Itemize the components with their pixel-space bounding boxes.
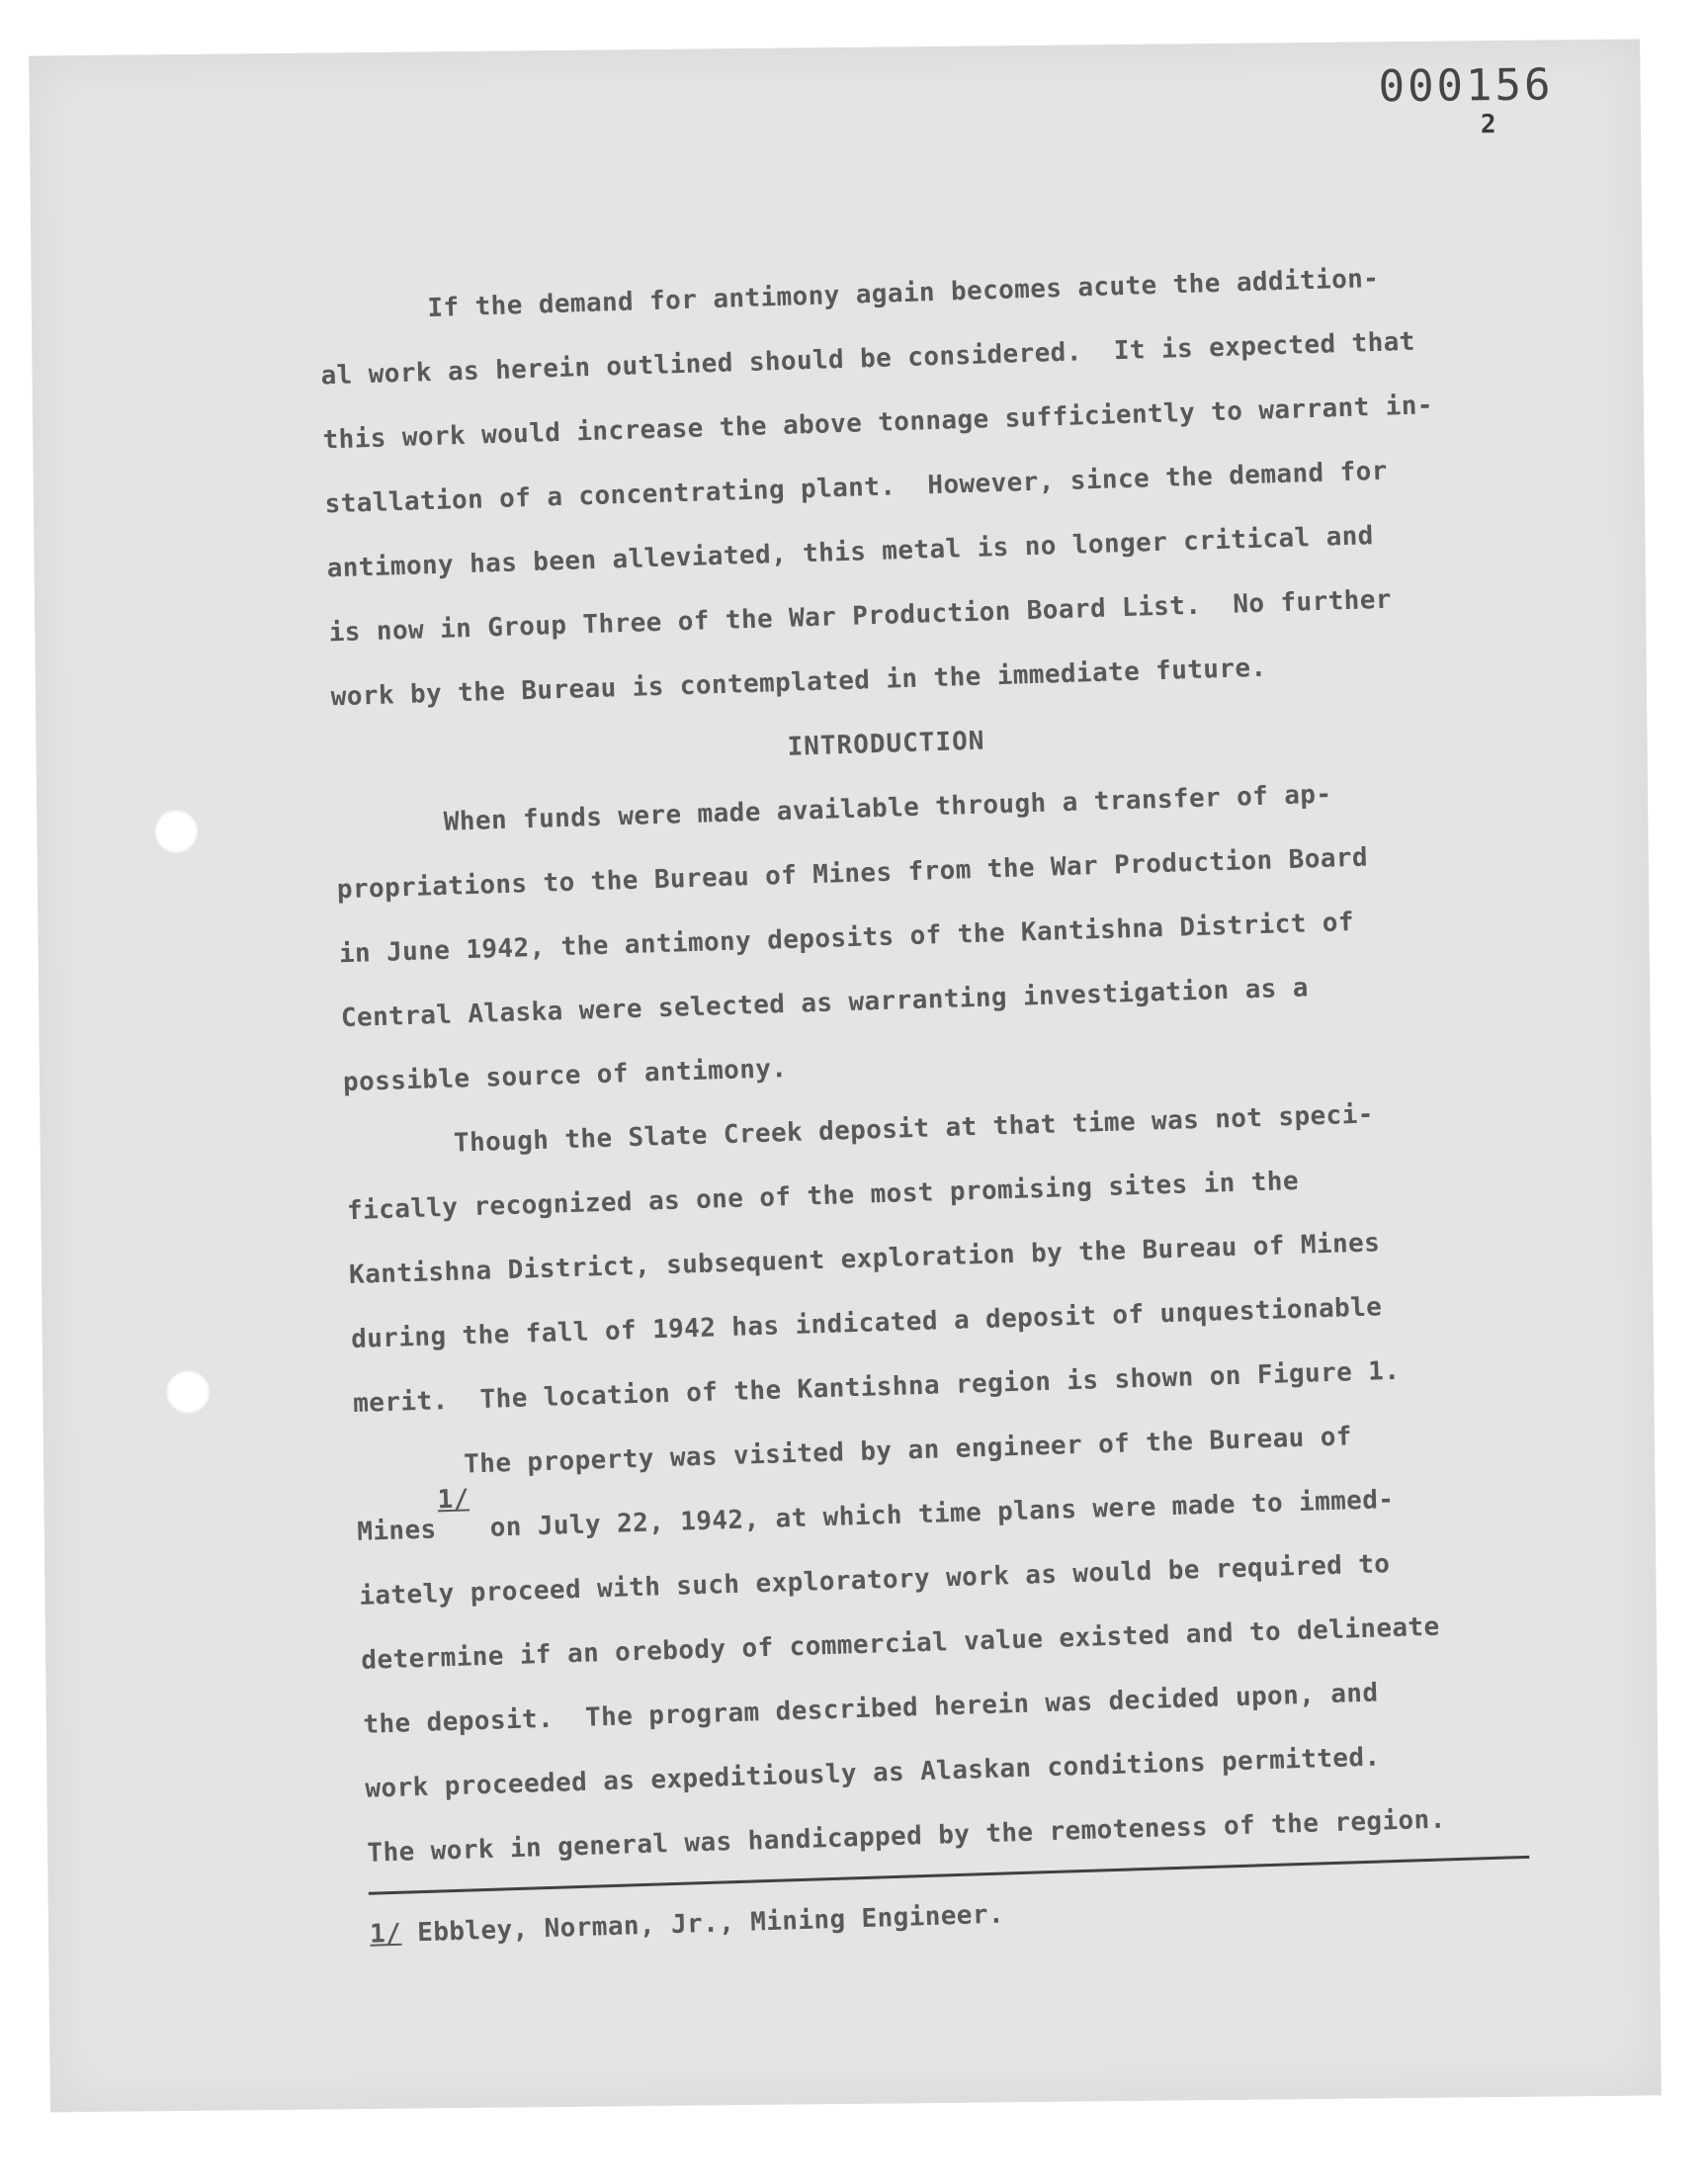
page-number: 2 <box>1480 110 1496 140</box>
footnote-reference: 1/ <box>437 1484 470 1516</box>
text-line: in June 1942, the antimony deposits of the Kantishna District of <box>338 907 1355 970</box>
footnote-text: Ebbley, Norman, Jr., Mining Engineer. <box>400 1899 1005 1949</box>
text-line: The work in general was handicapped by the remoteness of the region. <box>367 1804 1447 1869</box>
section-heading: INTRODUCTION <box>787 726 985 762</box>
text-line: determine if an orebody of commercial value existed and to delineate <box>360 1611 1441 1676</box>
text-line: Central Alaska were selected as warranting investigation as a <box>340 973 1310 1034</box>
text-line: stallation of a concentrating plant. However, since the demand for <box>324 456 1389 520</box>
paragraph-1 <box>318 243 1498 730</box>
document-stamp: 000156 <box>1378 59 1554 113</box>
text-line: propriations to the Bureau of Mines from the War Production Board <box>336 842 1369 906</box>
footnote <box>369 1867 1536 1967</box>
text-line: possible source of antimony. <box>342 1054 788 1098</box>
text-line: work proceeded as expeditiously as Alaskan conditions permitted. <box>365 1742 1381 1804</box>
text-line: antimony has been alleviated, this metal is no longer critical and <box>326 521 1375 584</box>
text-line: iately proceed with such exploratory work as would be required to <box>358 1549 1391 1611</box>
text-line: When funds were made available through a transfer of ap- <box>443 779 1332 837</box>
text-line: Though the Slate Creek deposit at that time was not speci- <box>453 1099 1375 1159</box>
text-line: the deposit. The program described herein was decided upon, and <box>362 1678 1379 1740</box>
text-line: work by the Bureau is contemplated in the immediate future. <box>330 652 1267 713</box>
document-page <box>29 40 1662 2113</box>
text-line: fically recognized as one of the most promising sites in the <box>346 1166 1300 1227</box>
paragraph-2 <box>334 757 1510 1115</box>
punch-hole <box>153 809 199 854</box>
text-line: is now in Group Three of the War Production Board List. No further <box>328 584 1393 649</box>
paragraph-3 <box>344 1079 1520 1436</box>
text-span: on July 22, 1942, at which time plans were made to immed- <box>473 1484 1395 1544</box>
text-line: If the demand for antimony again becomes acute the addition- <box>427 263 1380 324</box>
text-line: during the fall of 1942 has indicated a deposit of unquestionable <box>350 1292 1383 1355</box>
text-line: The property was visited by an engineer of the Bureau of <box>463 1422 1353 1480</box>
footnote-marker: 1/ <box>369 1918 402 1950</box>
text-span: Mines <box>356 1515 438 1547</box>
text-line: al work as herein outlined should be considered. It is expected that <box>320 326 1416 392</box>
paragraph-4 <box>354 1400 1534 1886</box>
text-line: this work would increase the above tonnage sufficiently to warrant in- <box>322 391 1434 456</box>
text-line: Kantishna District, subsequent exploration by the Bureau of Mines <box>348 1228 1381 1291</box>
typed-body <box>318 243 1537 1966</box>
punch-hole <box>165 1369 211 1415</box>
text-line: merit. The location of the Kantishna region is shown on Figure 1. <box>352 1355 1401 1419</box>
